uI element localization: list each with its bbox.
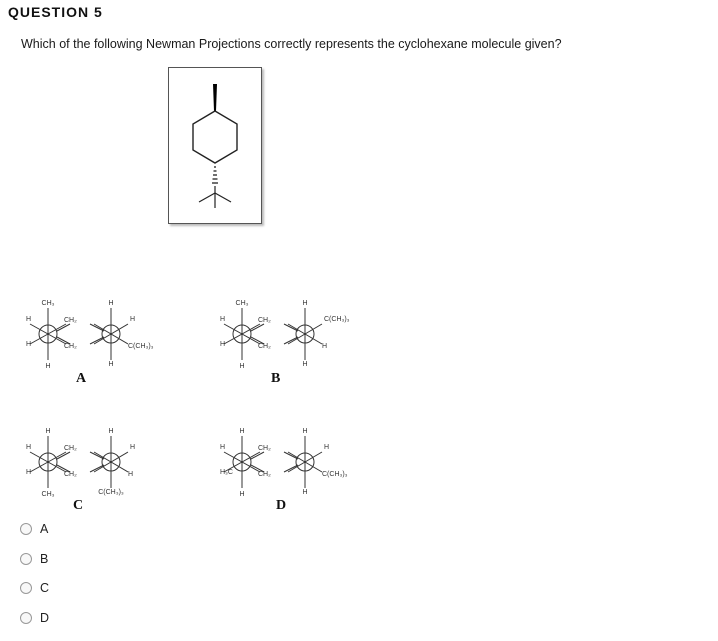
substituent-label: H <box>239 363 245 370</box>
radio-button-a[interactable] <box>20 523 32 535</box>
answer-option-d[interactable] <box>20 611 49 625</box>
substituent-label: C(CH₃)₃ <box>98 489 124 496</box>
substituent-label: H <box>220 316 226 323</box>
radio-button-b[interactable] <box>20 553 32 565</box>
newman-projection-d <box>218 426 398 509</box>
substituent-label: CH₂ <box>64 317 77 324</box>
substituent-label: H <box>322 343 328 350</box>
substituent-label: C(CH₃)₃ <box>324 316 350 323</box>
projection-label-b: B <box>271 371 281 386</box>
substituent-label: CH₂ <box>258 343 271 350</box>
substituent-label: H <box>239 428 245 435</box>
substituent-label: CH₂ <box>258 471 271 478</box>
substituent-label: H <box>108 361 114 368</box>
option-label-b: B <box>40 552 49 566</box>
substituent-label: C(CH₃)₃ <box>322 471 348 478</box>
substituent-label: H <box>26 444 32 451</box>
substituent-label: H <box>302 361 308 368</box>
substituent-label: H <box>45 363 51 370</box>
question-header: QUESTION 5 <box>8 4 103 20</box>
substituent-label: CH₃ <box>235 300 249 307</box>
radio-button-d[interactable] <box>20 612 32 624</box>
option-label-a: A <box>40 522 49 536</box>
substituent-label: H <box>239 491 245 498</box>
answer-option-a[interactable] <box>20 522 48 536</box>
answer-option-c[interactable] <box>20 581 49 595</box>
substituent-label: H <box>220 341 226 348</box>
substituent-label: H <box>108 428 114 435</box>
substituent-label: H <box>26 316 32 323</box>
substituent-label: CH₂ <box>64 343 77 350</box>
substituent-label: CH₂ <box>64 471 77 478</box>
substituent-label: H₃C <box>220 469 233 476</box>
radio-button-c[interactable] <box>20 582 32 594</box>
newman-projection-a <box>24 298 204 381</box>
projection-label-a: A <box>76 371 87 386</box>
substituent-label: H <box>302 300 308 307</box>
substituent-label: CH₂ <box>258 445 271 452</box>
substituent-label: H <box>302 428 308 435</box>
substituent-label: CH₃ <box>41 300 55 307</box>
newman-diagram <box>24 426 204 504</box>
substituent-label: CH₃ <box>41 491 55 498</box>
option-label-d: D <box>40 611 50 625</box>
newman-projection-c <box>24 426 204 509</box>
option-label-c: C <box>40 581 50 595</box>
substituent-label: H <box>45 428 51 435</box>
question-text: Which of the following Newman Projections correctly represents the cyclohexane molecule given? <box>21 37 562 51</box>
substituent-label: H <box>128 471 134 478</box>
substituent-label: H <box>220 444 226 451</box>
substituent-label: CH₂ <box>258 317 271 324</box>
substituent-label: H <box>324 444 330 451</box>
projection-label-d: D <box>276 498 287 513</box>
substituent-label: H <box>130 316 136 323</box>
substituent-label: H <box>302 489 308 496</box>
newman-diagram <box>218 298 398 376</box>
substituent-label: CH₂ <box>64 445 77 452</box>
cyclohexane-structure-image <box>168 67 262 224</box>
projection-label-c: C <box>73 498 84 513</box>
newman-diagram <box>24 298 204 376</box>
answer-option-b[interactable] <box>20 552 48 566</box>
substituent-label: H <box>130 444 136 451</box>
substituent-label: H <box>108 300 114 307</box>
newman-projection-b <box>218 298 398 381</box>
newman-diagram <box>218 426 398 504</box>
substituent-label: H <box>26 341 32 348</box>
substituent-label: H <box>26 469 32 476</box>
substituent-label: C(CH₃)₃ <box>128 343 154 350</box>
